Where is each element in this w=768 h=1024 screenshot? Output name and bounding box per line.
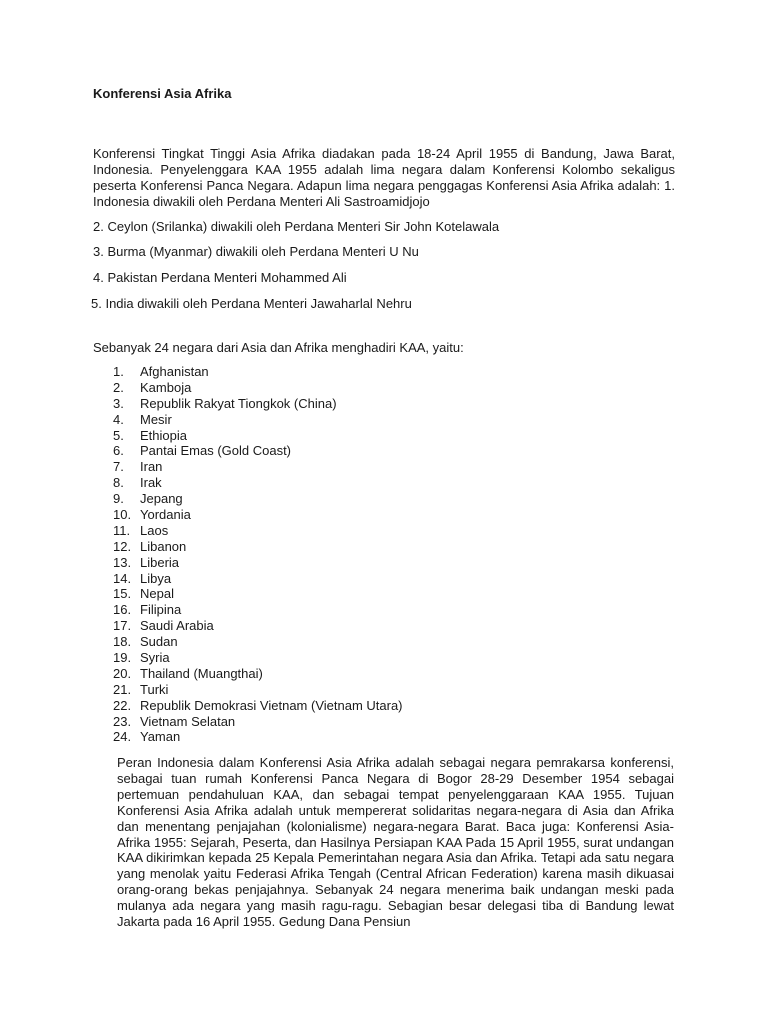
list-item <box>113 428 403 444</box>
country-name: Libya <box>140 570 172 586</box>
country-name: Nepal <box>140 586 174 602</box>
list-number: 1. <box>113 364 124 379</box>
country-name: Yaman <box>140 729 181 745</box>
country-name: Liberia <box>140 554 180 570</box>
list-number: 6. <box>113 443 124 459</box>
leader-item: 5. India diwakili oleh Perdana Menteri Jawaharlal Nehru <box>91 296 412 311</box>
list-item <box>113 586 403 602</box>
leader-item: 4. Pakistan Perdana Menteri Mohammed Ali <box>93 270 347 285</box>
country-name: Filipina <box>140 602 182 618</box>
country-name: Yordania <box>140 507 191 523</box>
list-item <box>113 443 403 459</box>
body-paragraph: Peran Indonesia dalam Konferensi Asia Afrika adalah sebagai negara pemrakarsa konferensi, sebagai tuan rumah Konferensi Panca Negara di Bogor 28-29 Desember 1954 sebagai pertemuan pendahuluan KAA, dan sebagai tempat penyelenggaraan KAA 1955. Tujuan Konferensi Asia Afrika adalah untuk mempererat solidaritas negara-negara di Asia dan Afrika dan menentang penjajahan (kolonialisme) negara-negara Barat. Baca juga: Konferensi Asia-Afrika 1955: Sejarah, Peserta, dan Hasilnya Persiapan KAA Pada 15 April 1955, surat undangan KAA dikirimkan kepada 25 Kepala Pemerintahan negara Asia dan Afrika. Tetapi ada satu negara yang menolak yaitu Federasi Afrika Tengah (Central African Federation) karena masih dikuasai orang-orang bekas penjajahnya. Sebanyak 24 negara menerima baik undangan meski pada mulanya ada negara yang masih ragu-ragu. Sebagian besar delegasi tiba di Bandung lewat Jakarta pada 16 April 1955. Gedung Dana Pensiun <box>117 755 674 930</box>
list-number: 11. <box>113 522 131 538</box>
list-number: 9. <box>113 491 124 507</box>
country-name: Thailand (Muangthai) <box>140 665 263 681</box>
list-item <box>113 571 403 587</box>
list-number: 5. <box>113 427 124 443</box>
leader-item: 2. Ceylon (Srilanka) diwakili oleh Perdana Menteri Sir John Kotelawala <box>93 219 500 234</box>
country-name: Sudan <box>140 634 178 650</box>
list-number: 18. <box>113 634 132 650</box>
country-name: Mesir <box>140 411 172 427</box>
list-item <box>113 634 403 650</box>
country-name: Syria <box>140 650 170 666</box>
country-name: Afghanistan <box>140 364 209 379</box>
list-number: 4. <box>113 411 124 427</box>
list-number: 13. <box>113 554 132 570</box>
list-number: 23. <box>113 713 132 729</box>
country-name: Kamboja <box>140 379 192 395</box>
list-item <box>113 507 403 523</box>
list-item <box>113 396 403 412</box>
intro-paragraph: Konferensi Tingkat Tinggi Asia Afrika diadakan pada 18-24 April 1955 di Bandung, Jawa Barat, Indonesia. Penyelenggara KAA 1955 adalah lima negara dalam Konferensi Kolombo sekaligus peserta Konferensi Panca Negara. Adapun lima negara penggagas Konferensi Asia Afrika adalah: 1. Indonesia diwakili oleh Perdana Menteri Ali Sastroamidjojo <box>93 146 675 209</box>
list-item <box>113 523 403 539</box>
document-title: Konferensi Asia Afrika <box>93 86 232 101</box>
country-name: Irak <box>140 475 162 491</box>
list-item <box>113 602 403 618</box>
list-number: 8. <box>113 475 124 491</box>
country-name: Republik Demokrasi Vietnam (Vietnam Utara) <box>140 697 403 713</box>
list-item <box>113 666 403 682</box>
country-name: Laos <box>140 522 169 538</box>
list-item <box>113 380 403 396</box>
list-number: 16. <box>113 602 132 618</box>
country-name: Vietnam Selatan <box>140 713 236 729</box>
countries-intro: Sebanyak 24 negara dari Asia dan Afrika menghadiri KAA, yaitu: <box>93 340 464 355</box>
list-number: 15. <box>113 586 132 602</box>
list-item <box>113 475 403 491</box>
country-name: Jepang <box>140 491 183 507</box>
list-item <box>113 682 403 698</box>
list-item <box>113 364 403 380</box>
list-number: 14. <box>113 570 132 586</box>
country-name: Ethiopia <box>140 427 187 443</box>
country-name: Saudi Arabia <box>140 618 214 634</box>
list-number: 19. <box>113 650 132 666</box>
list-item <box>113 491 403 507</box>
list-item <box>113 555 403 571</box>
list-number: 2. <box>113 379 124 395</box>
list-number: 21. <box>113 681 132 697</box>
list-item <box>113 618 403 634</box>
list-number: 17. <box>113 618 132 634</box>
country-name: Pantai Emas (Gold Coast) <box>140 443 292 459</box>
list-item <box>113 729 403 745</box>
list-item <box>113 412 403 428</box>
list-item <box>113 714 403 730</box>
list-number: 22. <box>113 697 132 713</box>
list-number: 12. <box>113 538 132 554</box>
list-number: 24. <box>113 729 132 745</box>
list-number: 20. <box>113 665 132 681</box>
country-name: Libanon <box>140 538 187 554</box>
list-number: 10. <box>113 507 132 523</box>
list-item <box>113 539 403 555</box>
country-list <box>113 364 403 745</box>
country-name: Republik Rakyat Tiongkok (China) <box>140 395 337 411</box>
country-name: Turki <box>140 681 169 697</box>
list-item <box>113 650 403 666</box>
list-item <box>113 459 403 475</box>
country-name: Iran <box>140 459 163 475</box>
list-item <box>113 698 403 714</box>
list-number: 3. <box>113 395 124 411</box>
list-number: 7. <box>113 459 124 475</box>
leader-item: 3. Burma (Myanmar) diwakili oleh Perdana Menteri U Nu <box>93 244 419 259</box>
